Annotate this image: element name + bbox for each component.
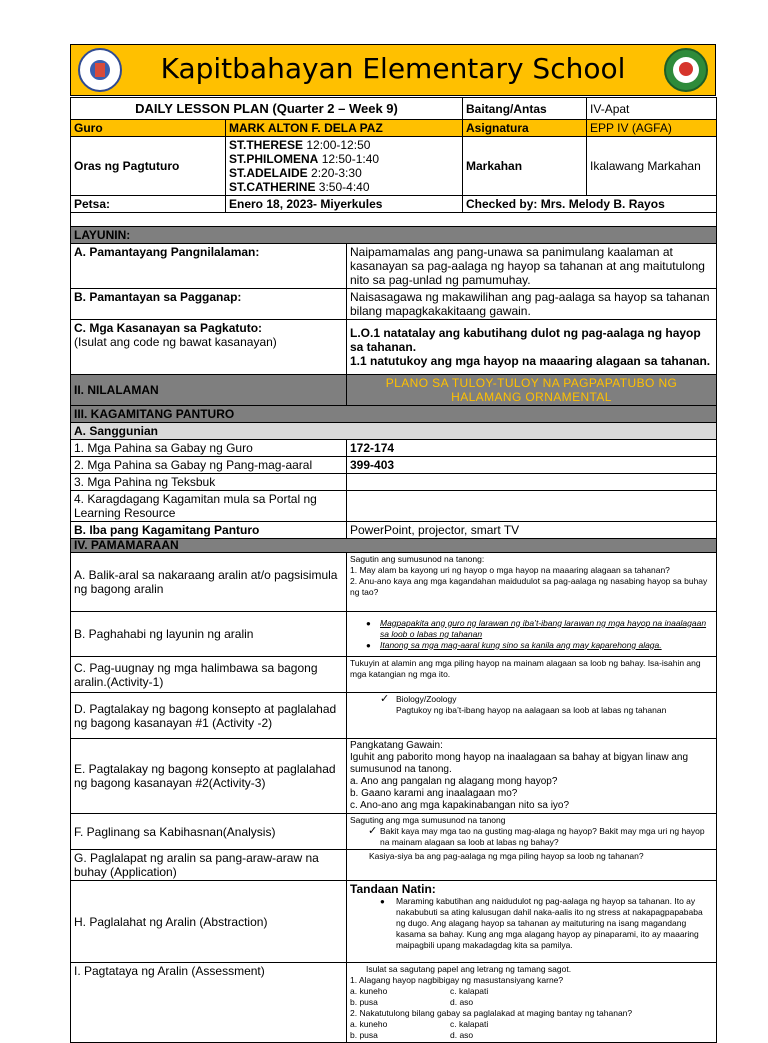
school-name: Kapitbahayan Elementary School: [160, 52, 626, 85]
kasanayan-value-1: L.O.1 natatalay ang kabutihang dulot ng pag-aalaga ng hayop sa tahanan.: [350, 326, 701, 354]
teksbuk-label: 3. Mga Pahina ng Teksbuk: [71, 474, 347, 491]
oras-label: Oras ng Pagtuturo: [71, 137, 226, 196]
bullet-icon: ●: [366, 618, 371, 628]
pagtalakay-1-value: Pagtukoy ng iba’t-ibang hayop na aalagaan sa loob at labas ng tahanan: [396, 705, 667, 715]
school-seal-icon: [664, 48, 708, 92]
check-icon: ✓: [380, 693, 390, 705]
paghahabi-cell: [347, 612, 717, 657]
lesson-plan-table: [70, 97, 717, 1043]
pagtalakay-2-line: Pangkatang Gawain:: [350, 740, 443, 751]
iba-kagamitan-label: B. Iba pang Kagamitang Panturo: [71, 522, 347, 539]
guro-value: MARK ALTON F. DELA PAZ: [226, 120, 463, 137]
bullet-icon: ●: [366, 640, 371, 650]
kasanayan-value-2: 1.1 natutukoy ang mga hayop na maaaring alagaan sa tahanan.: [350, 354, 711, 368]
balik-aral-label: A. Balik-aral sa nakaraang aralin at/o pagsisimula ng bagong aralin: [71, 553, 347, 612]
school-header: [70, 44, 716, 96]
kasanayan-label: C. Mga Kasanayan sa Pagkatuto:: [74, 321, 263, 335]
question-2-options: b. pusa d. aso: [350, 1030, 474, 1040]
pag-uugnay-value: Tukuyin at alamin ang mga piling hayop na mainam alagaan sa loob ng bahay. Isa-isahin ang mga katangian ng mga ito.: [347, 657, 717, 693]
petsa-label: Petsa:: [71, 196, 226, 213]
pamamaraan-heading: IV. PAMAMARAAN: [71, 539, 717, 553]
teksbuk-value: [347, 474, 717, 491]
pagtalakay-1-cell: [347, 693, 717, 739]
balik-aral-line: Sagutin ang sumusunod na tanong:: [350, 554, 485, 564]
pagtataya-label: I. Pagtataya ng Aralin (Assessment): [71, 963, 347, 1043]
checked-by: Checked by: Mrs. Melody B. Rayos: [463, 196, 717, 213]
pag-uugnay-label: C. Pag-uugnay ng mga halimbawa sa bagong aralin.(Activity-1): [71, 657, 347, 693]
gabay-mag-aaral-label: 2. Mga Pahina sa Gabay ng Pang-mag-aaral: [71, 457, 347, 474]
baitang-label: Baitang/Antas: [463, 98, 587, 120]
layunin-heading: LAYUNIN:: [71, 227, 717, 244]
petsa-value: Enero 18, 2023- Miyerkules: [226, 196, 463, 213]
paglalapat-label: G. Paglalapat ng aralin sa pang-araw-araw na buhay (Application): [71, 850, 347, 881]
check-item: ✓ Bakit kaya may mga tao na gusting mag-alaga ng hayop? Bakit may mga uri ng hayop na mainam alagaan sa loob at labas ng bahay?: [368, 825, 705, 847]
paglinang-label: F. Paglinang sa Kabihasnan(Analysis): [71, 814, 347, 850]
pagtalakay-2-cell: [347, 739, 717, 814]
pagtalakay-2-line: c. Ano-ano ang mga kapakinabangan nito sa iyo?: [350, 800, 570, 811]
question-1-options: b. pusa d. aso: [350, 997, 474, 1007]
kagamitan-heading: III. KAGAMITANG PANTURO: [71, 406, 717, 423]
nilalaman-value: PLANO SA TULOY-TULOY NA PAGPAPATUBO NG HALAMANG ORNAMENTAL: [347, 375, 717, 406]
paglinang-intro: Saguting ang mga sumusunod na tanong: [350, 815, 506, 825]
paglalahat-cell: [347, 881, 717, 963]
paglalahat-label: H. Paglalahat ng Aralin (Abstraction): [71, 881, 347, 963]
nilalaman-heading: II. NILALAMAN: [71, 375, 347, 406]
portal-label: 4. Karagdagang Kagamitan mula sa Portal ng Learning Resource: [71, 491, 347, 522]
list-item: ● Maraming kabutihan ang naidudulot ng pag-aalaga ng hayop sa tahanan. Ito ay nakabubuti sa ating kalusugan dahil naka-aalis ito ng stress at nakapagpapababa ng dugo. Ang alagang hayop sa tahanan ay maituturing na isang magandang kasama sa bahay. Kung ang mga alagang hayop ay pinaparami, ito ay maaaring maipagbili upang makadagdag kita sa pamilya.: [380, 896, 703, 950]
question-2: 2. Nakatutulong bilang gabay sa paglalakad at maging bantay ng tahanan?: [350, 1008, 633, 1018]
lesson-plan-title: DAILY LESSON PLAN (Quarter 2 – Week 9): [71, 98, 463, 120]
pagtataya-cell: [347, 963, 717, 1043]
iba-kagamitan-value: PowerPoint, projector, smart TV: [347, 522, 717, 539]
asignatura-label: Asignatura: [463, 120, 587, 137]
schedule-line: ST.PHILOMENA 12:50-1:40: [229, 152, 380, 166]
gabay-mag-aaral-value: 399-403: [347, 457, 717, 474]
spacer-row: [71, 213, 717, 227]
list-item: ● Itanong sa mga mag-aaral kung sino sa kanila ang may kaparehong alaga.: [366, 639, 662, 650]
pamantayan-pagganap-label: B. Pamantayan sa Pagganap:: [71, 289, 347, 320]
pamantayang-pangnilalaman-label: A. Pamantayang Pangnilalaman:: [71, 244, 347, 289]
check-item: ✓ Biology/Zoology: [380, 693, 457, 705]
question-1: 1. Alagang hayop nagbibigay ng masustansiyang karne?: [350, 975, 564, 985]
gabay-guro-label: 1. Mga Pahina sa Gabay ng Guro: [71, 440, 347, 457]
schedule-line: ST.ADELAIDE 2:20-3:30: [229, 166, 362, 180]
pamantayan-pagganap-value: Naisasagawa ng makawilihan ang pag-aalaga sa hayop sa tahanan bilang mapagkakakitaang gawain.: [347, 289, 717, 320]
schedule-line: ST.THERESE 12:00-12:50: [229, 138, 371, 152]
kasanayan-value-cell: [347, 320, 717, 375]
asignatura-value: EPP IV (AGFA): [587, 120, 717, 137]
paghahabi-label: B. Paghahabi ng layunin ng aralin: [71, 612, 347, 657]
pagtalakay-2-line: Iguhit ang paborito mong hayop na inaalagaan sa bahay at bigyan linaw ang sumusunod na tanong.: [350, 752, 689, 775]
pagtalakay-1-label: D. Pagtalakay ng bagong konsepto at paglalahad ng bagong kasanayan #1 (Activity -2): [71, 693, 347, 739]
markahan-value: Ikalawang Markahan: [587, 137, 717, 196]
portal-value: [347, 491, 717, 522]
gabay-guro-value: 172-174: [347, 440, 717, 457]
pagtalakay-2-line: b. Gaano karami ang inaalagaan mo?: [350, 788, 518, 799]
balik-aral-line: 1. May alam ba kayong uri ng hayop o mga hayop na maaaring alagaan sa tahanan?: [350, 565, 670, 575]
schedule-line: ST.CATHERINE 3:50-4:40: [229, 180, 370, 194]
pagtalakay-2-label: E. Pagtalakay ng bagong konsepto at paglalahad ng bagong kasanayan #2(Activity-3): [71, 739, 347, 814]
kasanayan-label-cell: [71, 320, 347, 375]
balik-aral-cell: [347, 553, 717, 612]
pagtalakay-2-line: a. Ano ang pangalan ng alagang mong hayop?: [350, 776, 558, 787]
tandaan-title: Tandaan Natin:: [350, 882, 436, 896]
bullet-icon: ●: [380, 897, 385, 906]
guro-label: Guro: [71, 120, 226, 137]
markahan-label: Markahan: [463, 137, 587, 196]
paglinang-cell: [347, 814, 717, 850]
sanggunian-heading: A. Sanggunian: [71, 423, 717, 440]
list-item: ● Magpapakita ang guro ng larawan ng iba’t-ibang larawan ng mga hayop na inaalagaan sa loob o labas ng tahanan: [366, 617, 707, 639]
pamantayang-pangnilalaman-value: Naipamamalas ang pang-unawa sa panimulang kaalaman at kasanayan sa pag-aalaga ng hayop sa tahanan at ang maitutulong nito sa pag-unlad ng pamumuhay.: [347, 244, 717, 289]
paglalapat-value: Kasiya-siya ba ang pag-aalaga ng mga piling hayop sa loob ng tahanan?: [347, 850, 717, 881]
paghahabi-list: [350, 618, 713, 651]
pagtataya-intro: Isulat sa sagutang papel ang letrang ng tamang sagot.: [366, 964, 572, 974]
kasanayan-note: (Isulat ang code ng bawat kasanayan): [74, 335, 277, 349]
baitang-value: IV-Apat: [587, 98, 717, 120]
question-1-options: a. kuneho c. kalapati: [350, 986, 489, 996]
schedule-cell: [226, 137, 463, 196]
question-2-options: a. kuneho c. kalapati: [350, 1019, 489, 1029]
check-icon: ✓: [368, 825, 378, 837]
balik-aral-line: 2. Anu-ano kaya ang mga kagandahan maidudulot sa pag-aalaga ng nasabing hayop sa buhay ng tao?: [350, 576, 708, 597]
